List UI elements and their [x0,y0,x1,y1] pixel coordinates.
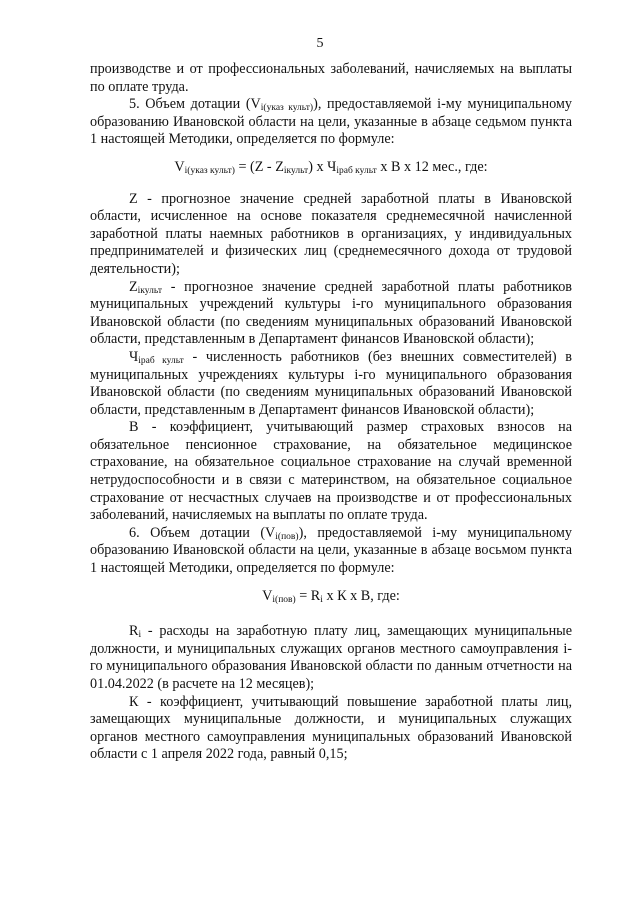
paragraph-continuation: производстве и от профессиональных заболеваний, начисляемых на выплаты по оплате труда. [90,61,572,95]
definition-b: В - коэффициент, учитывающий размер страховых взносов на обязательное пенсионное страхование, на обязательное медицинское страхование, на обязательное социальное страхование на случай временной нетрудоспособности и в связи с материнством, на обязательное социальное страхование от несчастных случаев на производстве и от профессиональных заболеваний, начисляемых на выплаты по оплате труда. [90,419,572,524]
formula-culture-grant: $V_{i(указ культ)} = (Z - Z_{iкульт})$ х $Ч_{iраб культ}$ х В х 12 мес., где: [174,158,488,176]
definition-z: Z - прогнозное значение средней заработной платы в Ивановской области, исчисленное на основе показателя среднемесячной начисленной заработной платы наемных работников в организациях, у индивидуальных предпринимателей и физических лиц (среднемесячного дохода от трудовой деятельности); [90,190,572,277]
definition-r: $R_i$ - расходы на заработную плату лиц, замещающих муниципальные должности, и муниципальных служащих органов местного самоуправления i-го муниципального образования Ивановской области по данным отчетности на 01.04.2022 (в расчете на 12 месяцев); [90,623,572,692]
formula-salary-increase: $V_{i(пов)} = R_i$ х К х В, где: [262,587,400,605]
paragraph-item-5: 5. Объем дотации $(V_{i(указ культ)})$, предоставляемой i-му муниципальному образованию Ивановской области на цели, указанные в абзаце седьмом пункта 1 настоящей Методики, определяется по формуле: [90,96,572,148]
definition-k: К - коэффициент, учитывающий повышение заработной платы лиц, замещающих муниципальные должности, и муниципальных служащих органов местного самоуправления муниципальных образований Ивановской области с 1 апреля 2022 года, равный 0,15; [90,693,572,763]
definition-ch: $Ч_{iраб культ}$ - численность работников (без внешних совместителей) в муниципальных учреждениях культуры i-го муниципального образования Ивановской области (по сведениям муниципальных образований Ивановской области, представленным в Департамент финансов Ивановской области); [90,348,572,418]
document-body [90,61,572,764]
page-number: 5 [316,36,324,51]
definition-zi: $Z_{iкульт}$ - прогнозное значение средней заработной платы работников муниципальных учреждений культуры i-го муниципального образования Ивановской области (по сведениям муниципальных образований Ивановской области, представленным в Департамент финансов Ивановской области); [90,278,572,348]
paragraph-item-6: 6. Объем дотации $(V_{i(пов)})$, предоставляемой i-му муниципальному образованию Ивановской области на цели, указанные в абзаце восьмом пункта 1 настоящей Методики, определяется по формуле: [90,524,572,577]
